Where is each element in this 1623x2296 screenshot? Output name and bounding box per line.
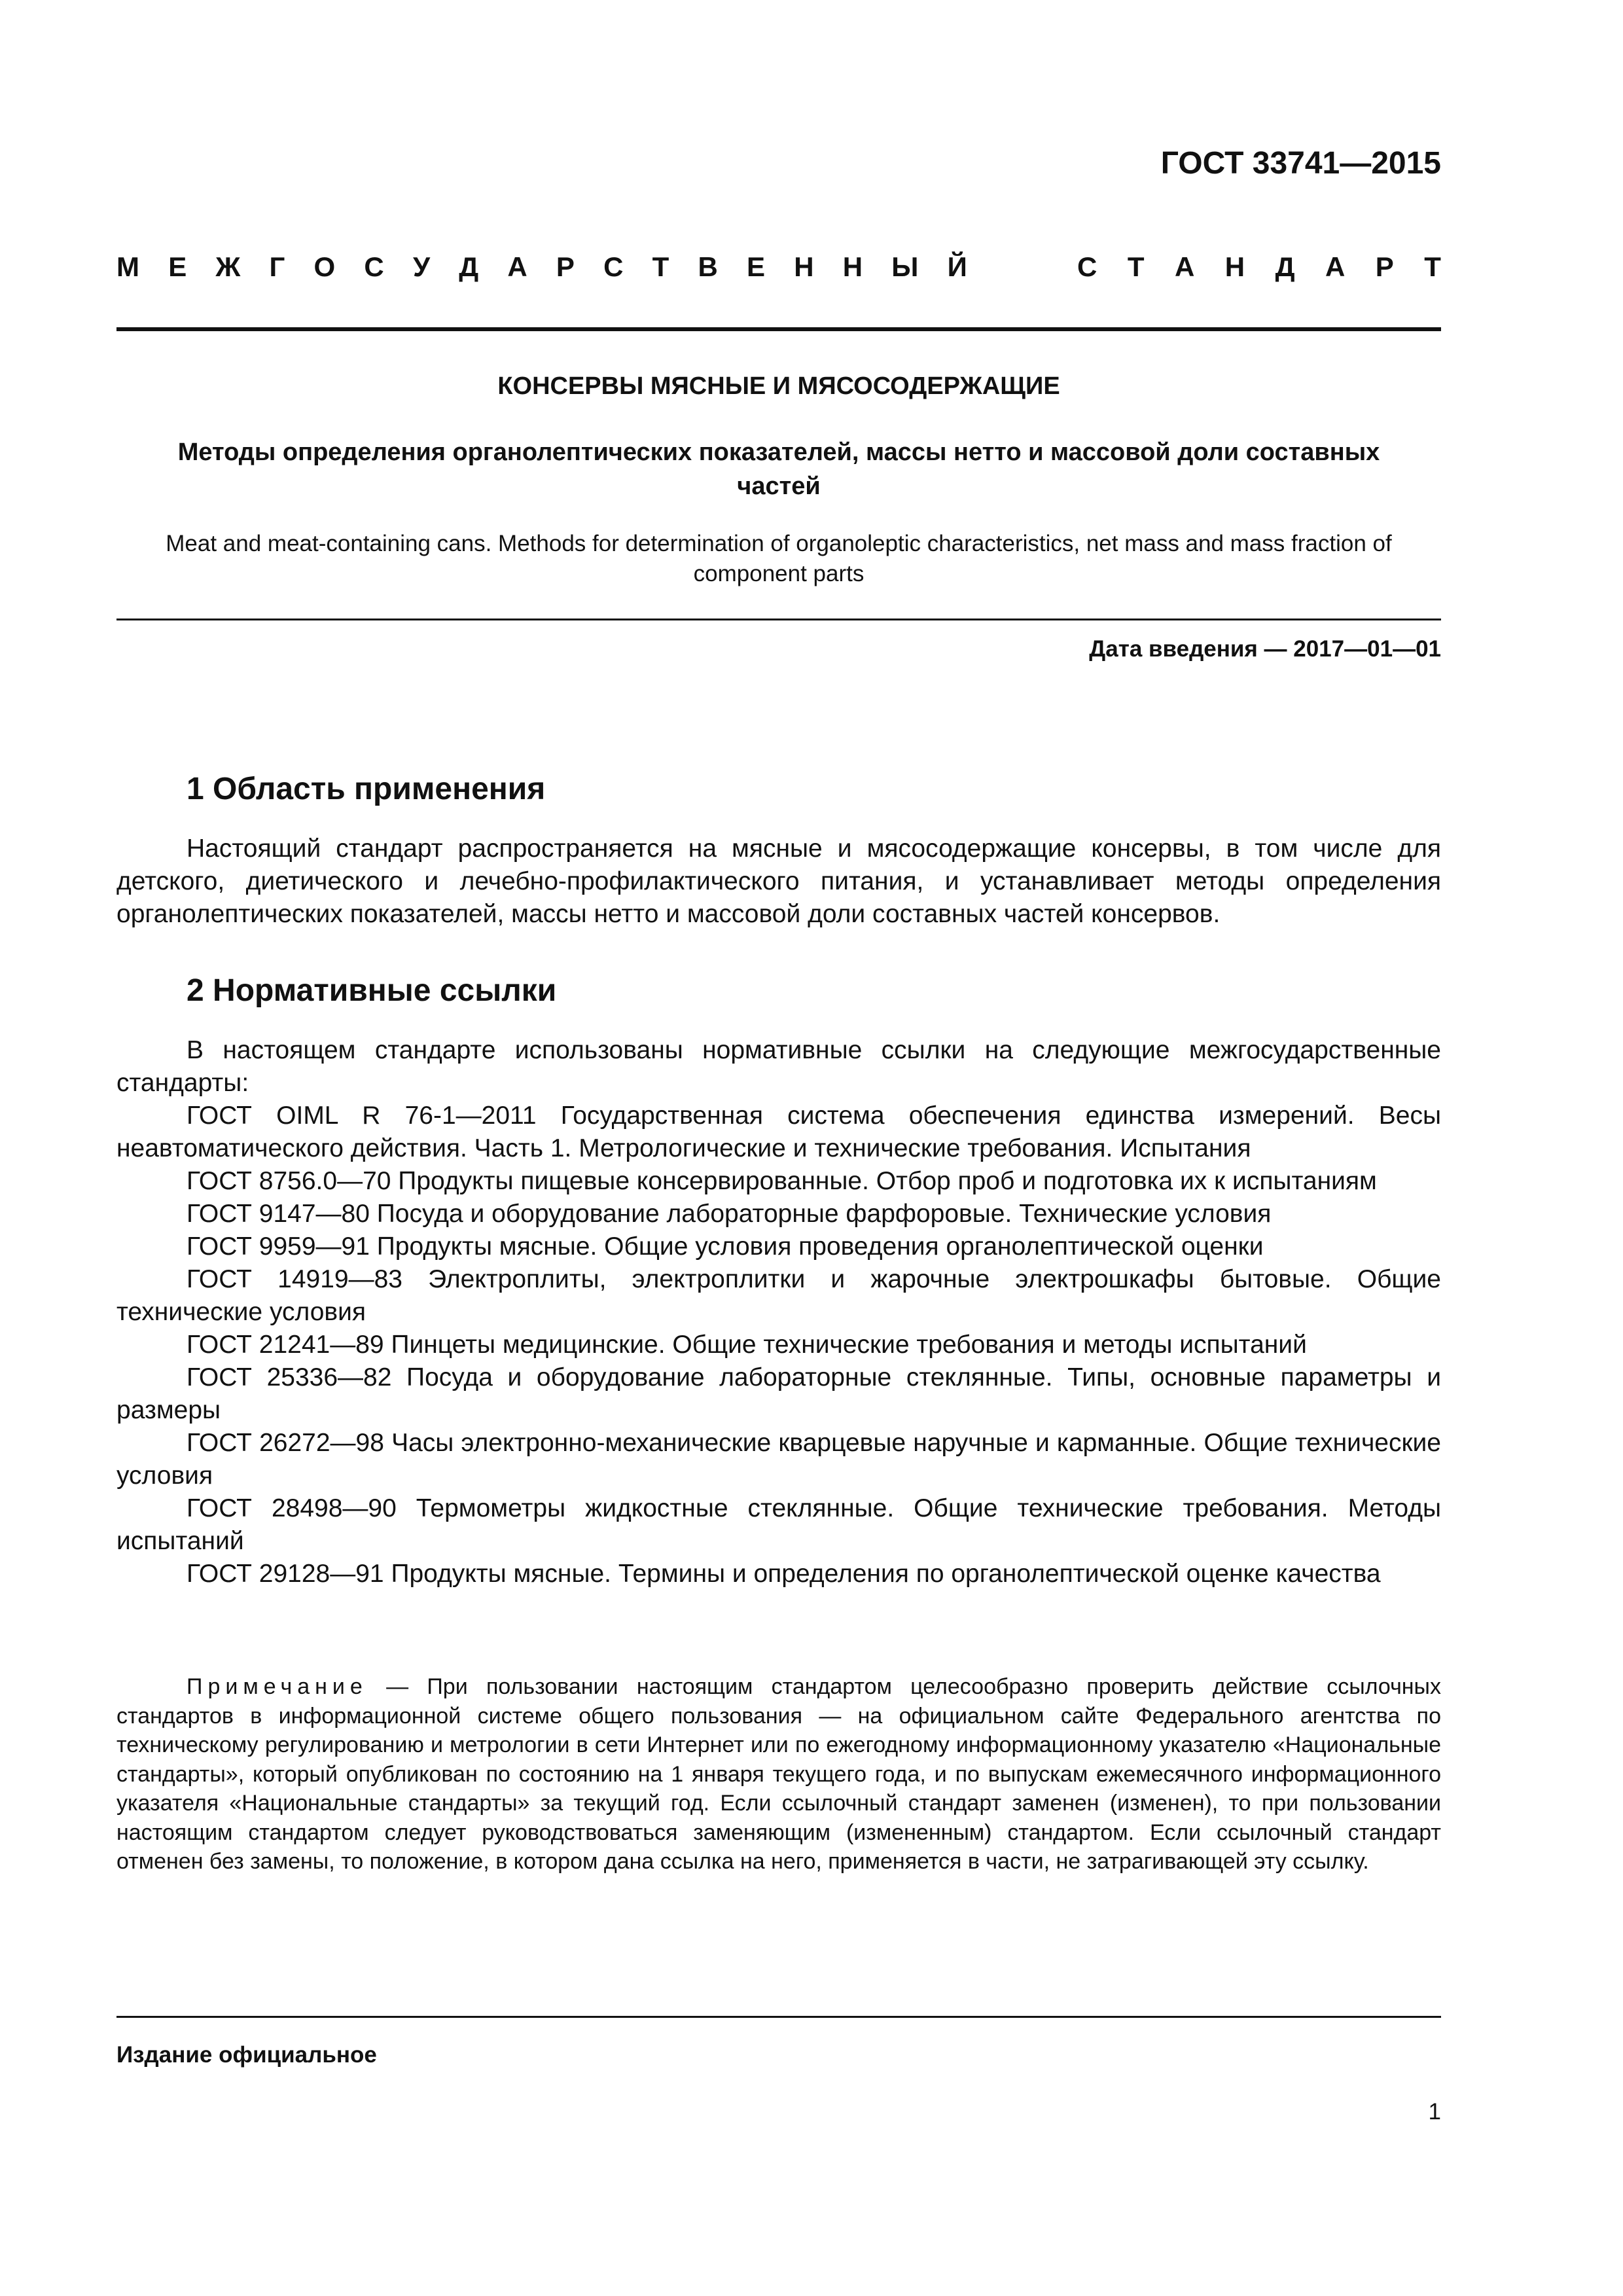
reference-item: ГОСТ OIML R 76-1—2011 Государственная система обеспечения единства измерений. Весы неавтоматического действия. Часть 1. Метрологические и технические требования. Испытания bbox=[116, 1102, 1441, 1162]
standard-type-word-standard bbox=[1077, 247, 1441, 287]
banner-letter: В bbox=[698, 251, 718, 282]
note-label: Примечание bbox=[187, 1674, 368, 1699]
banner-letter: Д bbox=[1275, 251, 1295, 282]
reference-item: ГОСТ 25336—82 Посуда и оборудование лабораторные стеклянные. Типы, основные параметры и размеры bbox=[116, 1363, 1441, 1424]
banner-letter: Н bbox=[842, 251, 863, 282]
title-divider bbox=[116, 619, 1441, 620]
reference-item: ГОСТ 21241—89 Пинцеты медицинские. Общие технические требования и методы испытаний bbox=[187, 1331, 1307, 1359]
document-subtitle: Методы определения органолептических показателей, массы нетто и массовой доли составных частей bbox=[177, 439, 1380, 500]
banner-letter: С bbox=[364, 251, 384, 282]
references-note bbox=[116, 1672, 1441, 1876]
section-heading-references: 2 Нормативные ссылки bbox=[187, 973, 557, 1008]
document-page bbox=[116, 0, 1441, 2296]
reference-item: ГОСТ 28498—90 Термометры жидкостные стеклянные. Общие технические требования. Методы испытаний bbox=[116, 1494, 1441, 1555]
banner-letter: Т bbox=[1424, 251, 1441, 282]
footer-divider bbox=[116, 2016, 1441, 2018]
banner-letter: А bbox=[507, 251, 527, 282]
reference-item: ГОСТ 8756.0—70 Продукты пищевые консервированные. Отбор проб и подготовка их к испытаниям bbox=[187, 1167, 1377, 1195]
banner-letter: О bbox=[313, 251, 336, 282]
banner-letter: С bbox=[603, 251, 624, 282]
banner-letter: Е bbox=[747, 251, 766, 282]
banner-letter: А bbox=[1325, 251, 1346, 282]
standard-type-banner bbox=[116, 247, 1441, 287]
banner-letter: М bbox=[116, 251, 139, 282]
normative-references-list bbox=[116, 1034, 1441, 1590]
edition-label: Издание официальное bbox=[116, 2042, 377, 2068]
banner-letter: Р bbox=[556, 251, 575, 282]
section-heading-scope: 1 Область применения bbox=[187, 772, 546, 806]
note-text: — При пользовании настоящим стандартом целесообразно проверить действие ссылочных стандартов в информационной системе общего пользования — на официальном сайте Федерального агентства по техническому регулированию и метрологии в сети Интернет или по ежегодному информационному указателю «Национальные стандарты», который опубликован по состоянию на 1 января текущего года, и по выпускам ежемесячного информационного указателя «Национальные стандарты» за текущий год. Если ссылочный стандарт заменен (изменен), то при пользовании настоящим стандартом следует руководствоваться заменяющим (измененным) стандартом. Если ссылочный стандарт отменен без замены, то положение, в котором дана ссылка на него, применяется в части, не затрагивающей эту ссылку. bbox=[116, 1674, 1441, 1874]
banner-letter: А bbox=[1174, 251, 1195, 282]
banner-letter: Ы bbox=[891, 251, 919, 282]
standard-type-word-interstate bbox=[116, 247, 967, 287]
document-title: КОНСЕРВЫ МЯСНЫЕ И МЯСОСОДЕРЖАЩИЕ bbox=[497, 372, 1060, 400]
reference-item: ГОСТ 9147—80 Посуда и оборудование лабораторные фарфоровые. Технические условия bbox=[187, 1200, 1272, 1228]
banner-letter: Д bbox=[459, 251, 479, 282]
banner-letter: Г bbox=[269, 251, 285, 282]
reference-item: ГОСТ 14919—83 Электроплиты, электроплитки и жарочные электрошкафы бытовые. Общие технические условия bbox=[116, 1265, 1441, 1326]
references-intro: В настоящем стандарте использованы нормативные ссылки на следующие межгосударственные стандарты: bbox=[116, 1036, 1441, 1097]
banner-letter: Н bbox=[1224, 251, 1245, 282]
banner-letter: У bbox=[412, 251, 431, 282]
banner-letter: Е bbox=[168, 251, 187, 282]
banner-letter: С bbox=[1077, 251, 1097, 282]
banner-letter: Й bbox=[947, 251, 967, 282]
banner-letter: Ж bbox=[215, 251, 241, 282]
banner-letter: Т bbox=[652, 251, 669, 282]
page-number: 1 bbox=[1428, 2099, 1441, 2125]
reference-item: ГОСТ 29128—91 Продукты мясные. Термины и определения по органолептической оценке качества bbox=[187, 1560, 1381, 1588]
document-number: ГОСТ 33741—2015 bbox=[1160, 146, 1441, 181]
reference-item: ГОСТ 9959—91 Продукты мясные. Общие условия проведения органолептической оценки bbox=[187, 1232, 1264, 1261]
introduction-date: Дата введения — 2017—01—01 bbox=[1089, 636, 1441, 662]
scope-paragraph: Настоящий стандарт распространяется на мясные и мясосодержащие консервы, в том числе для детского, диетического и лечебно-профилактического питания, и устанавливает методы определения органолептических показателей, массы нетто и массовой доли составных частей консервов. bbox=[116, 834, 1441, 928]
banner-letter: Т bbox=[1127, 251, 1145, 282]
document-title-english: Meat and meat-containing cans. Methods for determination of organoleptic characteristics, net mass and mass fraction of component parts bbox=[166, 531, 1392, 586]
header-divider bbox=[116, 327, 1441, 331]
banner-letter: Р bbox=[1375, 251, 1394, 282]
reference-item: ГОСТ 26272—98 Часы электронно-механические кварцевые наручные и карманные. Общие технические условия bbox=[116, 1429, 1441, 1490]
banner-letter: Н bbox=[794, 251, 814, 282]
